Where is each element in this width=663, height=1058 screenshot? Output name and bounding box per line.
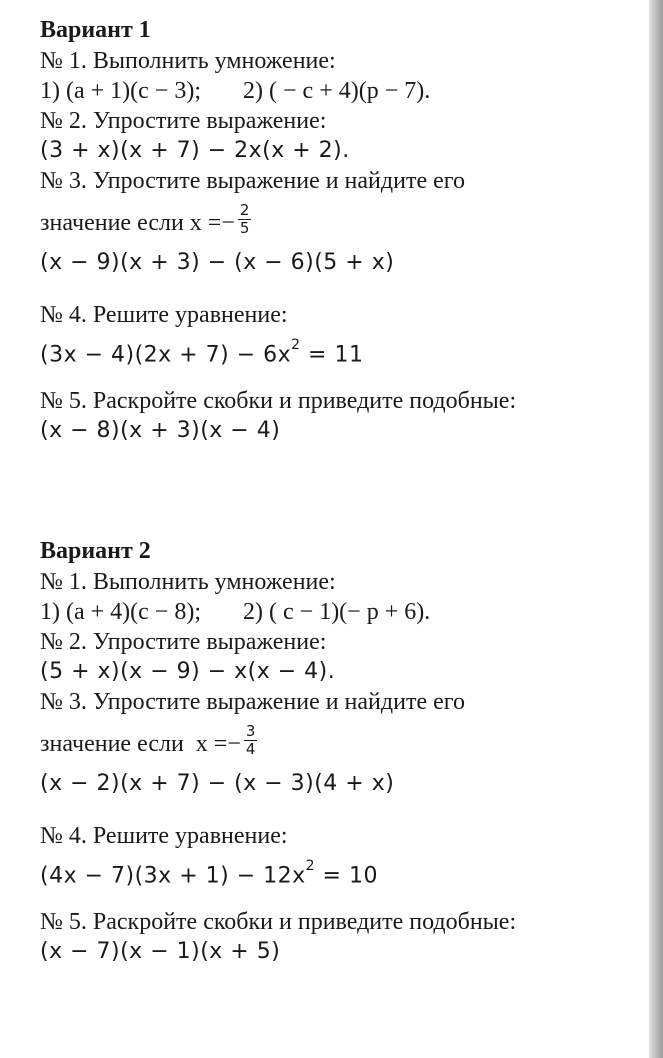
task-1-expressions <box>40 597 640 627</box>
task-4-equation <box>40 334 640 368</box>
task-4-left: (4x − 7)(3x + 1) − 12x <box>40 863 306 889</box>
task-2-heading: № 2. Упростите выражение: <box>40 629 327 655</box>
variant-2 <box>40 535 640 967</box>
task-1-part-2: 2) ( − c + 4)(p − 7). <box>243 78 431 104</box>
task-5-expression: (x − 8)(x + 3)(x − 4) <box>40 418 281 443</box>
task-2-heading: № 2. Упростите выражение: <box>40 108 327 134</box>
page-edge-shadow <box>649 0 663 1058</box>
task-3-heading: № 3. Упростите выражение и найдите его <box>40 689 465 715</box>
task-3-heading: № 3. Упростите выражение и найдите его <box>40 168 465 194</box>
variant-1 <box>40 14 640 446</box>
fraction-numerator: 3 <box>245 721 256 740</box>
task-3-expression: (x − 9)(x + 3) − (x − 6)(5 + x) <box>40 250 395 275</box>
task-4-exponent: 2 <box>291 337 301 353</box>
task-3-condition-text: значение если x =− <box>40 731 241 757</box>
task-3-condition <box>40 719 640 769</box>
task-4-heading: № 4. Решите уравнение: <box>40 302 288 328</box>
fraction-denominator: 5 <box>239 218 250 237</box>
fraction-denominator: 4 <box>245 739 256 758</box>
task-3-expression: (x − 2)(x + 7) − (x − 3)(4 + x) <box>40 771 395 796</box>
task-4-exponent: 2 <box>305 858 316 874</box>
task-1-heading: № 1. Выполнить умножение: <box>40 48 336 74</box>
task-2-expression: (5 + x)(x − 9) − x(x − 4). <box>40 659 336 684</box>
task-3-condition <box>40 198 640 248</box>
task-4-heading: № 4. Решите уравнение: <box>40 823 288 849</box>
task-2-expression: (3 + x)(x + 7) − 2x(x + 2). <box>40 138 350 163</box>
variant-title: Вариант 2 <box>40 538 151 564</box>
task-3-fraction <box>238 202 252 237</box>
task-1-expressions <box>40 76 640 106</box>
fraction-numerator: 2 <box>239 200 250 219</box>
task-1-heading: № 1. Выполнить умножение: <box>40 569 336 595</box>
task-1-part-1: 1) (a + 1)(c − 3); <box>40 78 202 104</box>
task-3-condition-text: значение если x =− <box>40 210 235 236</box>
task-4-left: (3x − 4)(2x + 7) − 6x <box>40 342 292 368</box>
task-5-heading: № 5. Раскройте скобки и приведите подобные: <box>40 388 517 414</box>
task-3-fraction <box>244 723 258 758</box>
task-1-part-2: 2) ( c − 1)(− p + 6). <box>243 599 431 625</box>
task-5-heading: № 5. Раскройте скобки и приведите подобные: <box>40 909 517 935</box>
task-4-right: = 11 <box>300 342 364 368</box>
task-4-equation <box>40 855 640 889</box>
task-4-right: = 10 <box>315 863 378 889</box>
task-5-expression: (x − 7)(x − 1)(x + 5) <box>40 939 281 964</box>
task-1-part-1: 1) (a + 4)(c − 8); <box>40 599 202 625</box>
variant-title: Вариант 1 <box>40 17 151 43</box>
